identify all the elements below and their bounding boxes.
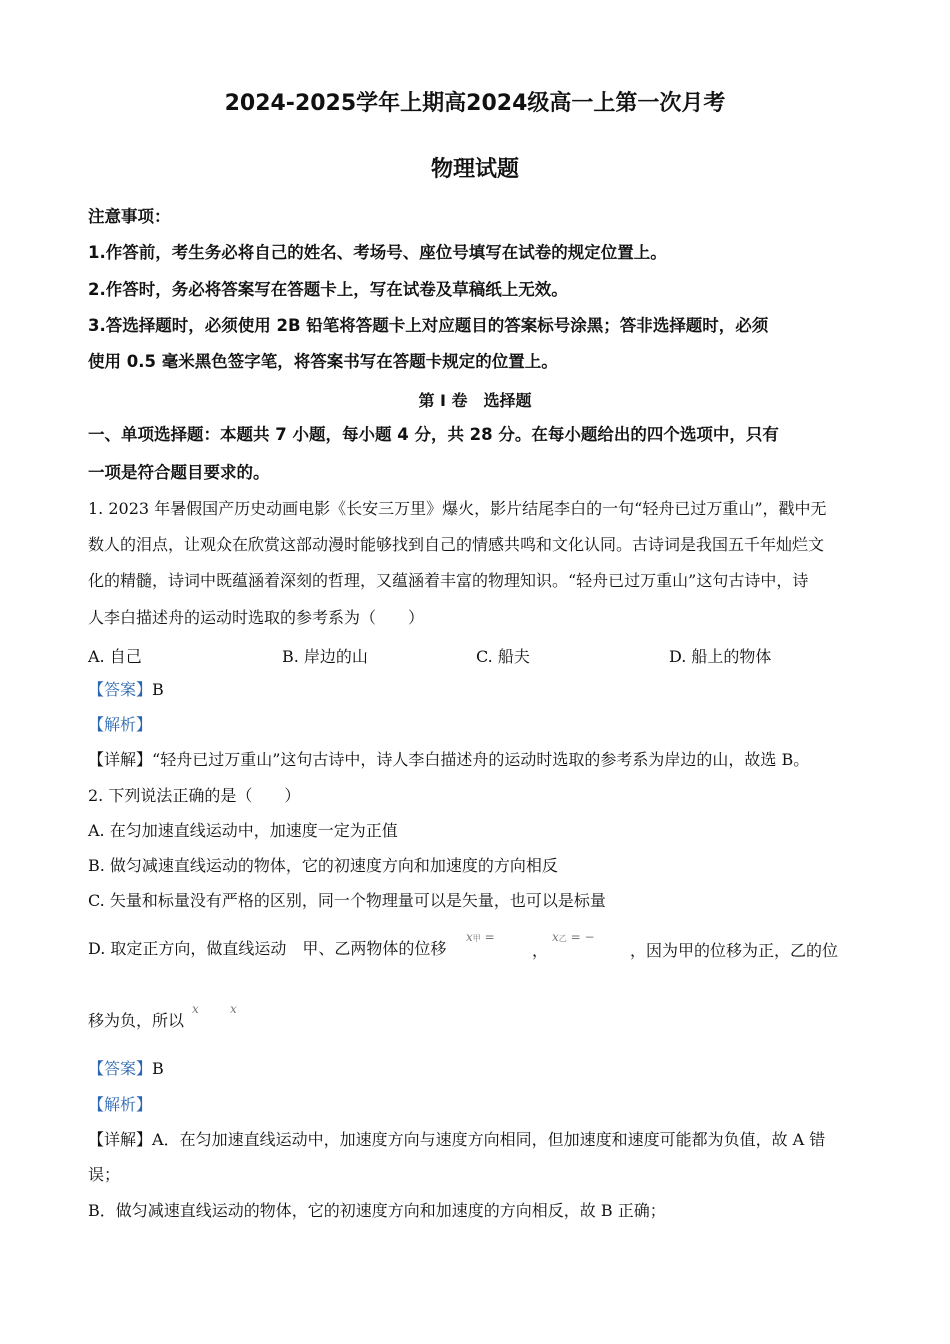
q2-option-d-part-3: 移为负，所以 <box>88 1011 185 1030</box>
q2-detail-text-a: A．在匀加速直线运动中，加速度方向与速度方向相同，但加速度和速度可能都为负值，故 A 错 <box>152 1130 826 1149</box>
q1-line-4: 人李白描述舟的运动时选取的参考系为（ ） <box>88 608 425 627</box>
section-heading-b: 一项是符合题目要求的。 <box>88 463 270 482</box>
q1-option-b: B. 岸边的山 <box>282 647 368 666</box>
q1-option-d: D. 船上的物体 <box>669 647 772 666</box>
q2-formula-x-4: x <box>230 1002 237 1016</box>
q1-detail-tag: 【详解】 <box>88 750 153 769</box>
q1-line-1: 1. 2023 年暑假国产历史动画电影《长安三万里》爆火，影片结尾李白的一句“轻舟已过万重山”，戳中无 <box>88 499 827 518</box>
q2-option-b: B. 做匀减速直线运动的物体，它的初速度方向和加速度的方向相反 <box>88 856 558 875</box>
notice-item-1: 1.作答前，考生务必将自己的姓名、考场号、座位号填写在试卷的规定位置上。 <box>88 243 667 262</box>
exam-title: 2024-2025学年上期高2024级高一上第一次月考 <box>224 91 726 116</box>
section-part: 第 I 卷 选择题 <box>418 391 532 410</box>
q1-analysis-tag: 【解析】 <box>88 715 153 734</box>
q2-detail-c: B．做匀减速直线运动的物体，它的初速度方向和加速度的方向相反，故 B 正确； <box>88 1201 666 1220</box>
q2-formula-x-yi: x乙 = − <box>552 930 595 944</box>
notice-item-3a: 3.答选择题时，必须使用 2B 铅笔将答题卡上对应题目的答案标号涂黑；答非选择题时，必须 <box>88 316 769 335</box>
q2-option-d-part-1: D. 取定正方向，做直线运动 甲、乙两物体的位移 <box>88 939 447 958</box>
q1-option-a: A. 自己 <box>88 647 142 666</box>
exam-subtitle: 物理试题 <box>430 157 519 182</box>
section-heading-a: 一、单项选择题：本题共 7 小题，每小题 4 分，共 28 分。在每小题给出的四个选项中，只有 <box>88 425 779 444</box>
q2-answer <box>88 1058 164 1080</box>
q2-formula-x-3: x <box>192 1002 199 1016</box>
q2-answer-value: B <box>152 1059 164 1078</box>
q2-option-d-comma: ， <box>532 941 549 960</box>
q1-line-2: 数人的泪点，让观众在欣赏这部动漫时能够找到自己的情感共鸣和文化认同。古诗词是我国五千年灿烂文 <box>88 535 825 554</box>
q1-answer <box>88 679 164 701</box>
q2-option-d-part-2: ，因为甲的位移为正，乙的位 <box>630 941 839 960</box>
q2-detail-tag: 【详解】 <box>88 1130 153 1149</box>
q1-detail-text: “轻舟已过万重山”这句古诗中，诗人李白描述舟的运动时选取的参考系为岸边的山，故选 B。 <box>152 750 810 769</box>
q2-analysis-tag: 【解析】 <box>88 1095 153 1114</box>
notice-heading: 注意事项： <box>88 207 171 226</box>
q2-option-a: A. 在匀加速直线运动中，加速度一定为正值 <box>88 821 398 840</box>
q2-answer-tag: 【答案】 <box>88 1059 153 1078</box>
q2-detail-a <box>88 1129 825 1151</box>
q2-formula-x-jia: x甲 = <box>466 930 495 944</box>
q2-detail-b: 误； <box>88 1165 121 1184</box>
q1-line-3: 化的精髓，诗词中既蕴涵着深刻的哲理，又蕴涵着丰富的物理知识。“轻舟已过万重山”这句古诗中，诗 <box>88 571 809 590</box>
q1-detail <box>88 749 809 771</box>
notice-item-2: 2.作答时，务必将答案写在答题卡上，写在试卷及草稿纸上无效。 <box>88 280 568 299</box>
q1-option-c: C. 船夫 <box>476 647 530 666</box>
q2-option-c: C. 矢量和标量没有严格的区别，同一个物理量可以是矢量，也可以是标量 <box>88 891 606 910</box>
notice-item-3b: 使用 0.5 毫米黑色签字笔，将答案书写在答题卡规定的位置上。 <box>88 352 558 371</box>
q1-answer-value: B <box>152 680 164 699</box>
q2-stem: 2. 下列说法正确的是（ ） <box>88 786 301 805</box>
q1-answer-tag: 【答案】 <box>88 680 153 699</box>
